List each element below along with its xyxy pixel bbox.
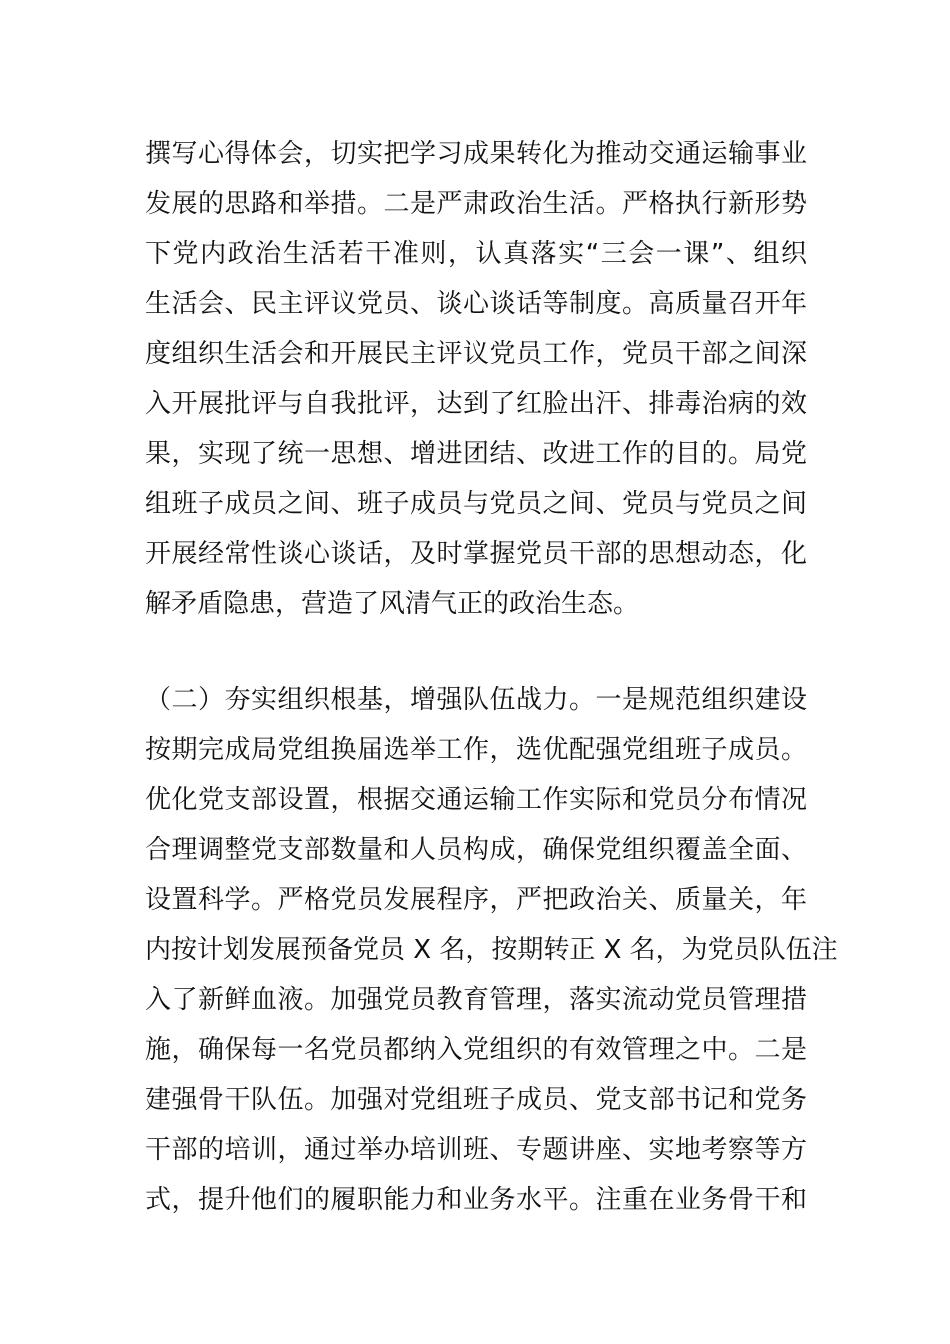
text-line: 果，实现了统一思想、增进团结、改进工作的目的。局党 [145, 439, 807, 469]
text-line: 内按计划发展预备党员 X 名，按期转正 X 名，为党员队伍注 [145, 935, 838, 965]
text-line: 解矛盾隐患，营造了风清气正的政治生态。 [145, 589, 640, 619]
text-line: 合理调整党支部数量和人员构成，确保党组织覆盖全面、 [145, 835, 807, 865]
text-line: 建强骨干队伍。加强对党组班子成员、党支部书记和党务 [145, 1085, 807, 1115]
text-line: 优化党支部设置，根据交通运输工作实际和党员分布情况 [145, 785, 807, 815]
text-line: 撰写心得体会，切实把学习成果转化为推动交通运输事业 [145, 139, 807, 169]
text-line: 入了新鲜血液。加强党员教育管理，落实流动党员管理措 [145, 985, 807, 1015]
text-line: 组班子成员之间、班子成员与党员之间、党员与党员之间 [145, 489, 807, 519]
text-line: 干部的培训，通过举办培训班、专题讲座、实地考察等方 [145, 1135, 807, 1165]
section-heading-line: （二）夯实组织根基，增强队伍战力。一是规范组织建设 [145, 685, 807, 715]
text-line: 入开展批评与自我批评，达到了红脸出汗、排毒治病的效 [145, 389, 807, 419]
text-line: 按期完成局党组换届选举工作，选优配强党组班子成员。 [145, 735, 807, 765]
text-line: 设置科学。严格党员发展程序，严把政治关、质量关，年 [145, 885, 807, 915]
text-line: 下党内政治生活若干准则，认真落实“三会一课”、组织 [145, 239, 807, 269]
text-line: 度组织生活会和开展民主评议党员工作，党员干部之间深 [145, 339, 807, 369]
text-line: 式，提升他们的履职能力和业务水平。注重在业务骨干和 [145, 1185, 807, 1215]
text-line: 施，确保每一名党员都纳入党组织的有效管理之中。二是 [145, 1035, 807, 1065]
text-line: 开展经常性谈心谈话，及时掌握党员干部的思想动态，化 [145, 539, 807, 569]
text-line: 发展的思路和举措。二是严肃政治生活。严格执行新形势 [145, 189, 807, 219]
text-line: 生活会、民主评议党员、谈心谈话等制度。高质量召开年 [145, 289, 807, 319]
